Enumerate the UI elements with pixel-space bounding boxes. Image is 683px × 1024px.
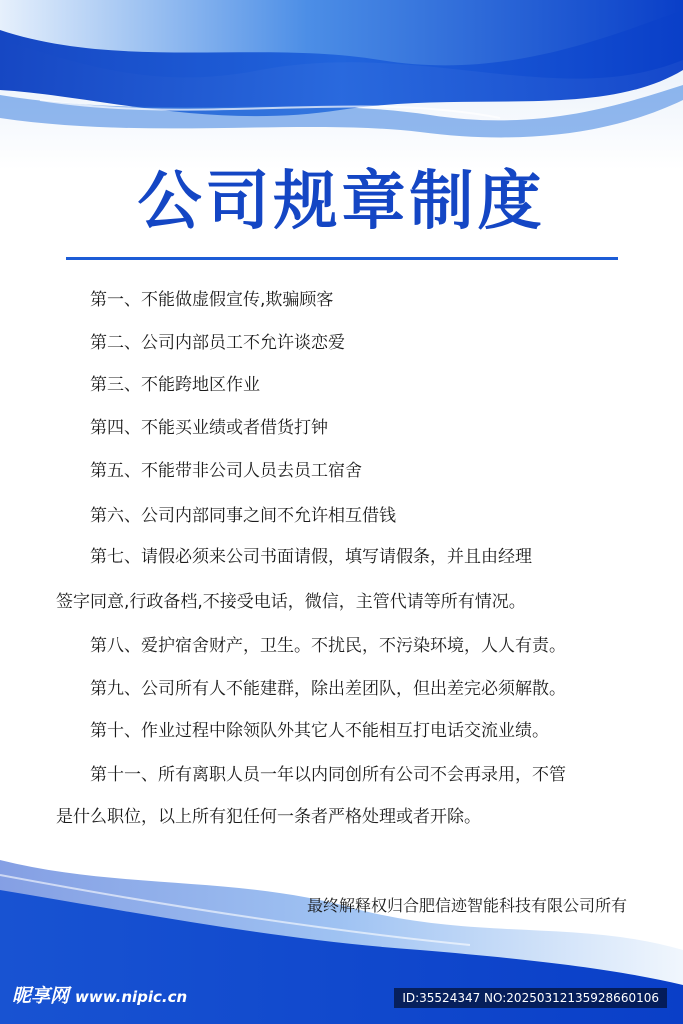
rule-9-line-1: 第九、公司所有人不能建群，除出差团队，但出差完必须解散。 — [90, 679, 566, 699]
rule-5-line-1: 第五、不能带非公司人员去员工宿舍 — [90, 461, 362, 481]
page-title: 公司规章制度 — [137, 165, 546, 239]
rule-8-line-1: 第八、爱护宿舍财产，卫生。不扰民，不污染环境，人人有责。 — [90, 636, 566, 656]
rule-7-line-2: 签字同意,行政备档,不接受电话，微信，主管代请等所有情况。 — [56, 592, 526, 612]
watermark-id: ID:35524347 NO:20250312135928660106 — [394, 988, 667, 1008]
rule-6-line-1: 第六、公司内部同事之间不允许相互借钱 — [90, 506, 396, 526]
footer-statement: 最终解释权归合肥信迹智能科技有限公司所有 — [306, 896, 627, 915]
rule-4-line-1: 第四、不能买业绩或者借货打钟 — [90, 418, 328, 438]
watermark-brand-name: 昵享网 — [12, 985, 70, 1007]
title-underline — [66, 257, 618, 260]
rule-7-line-1: 第七、请假必须来公司书面请假，填写请假条，并且由经理 — [90, 547, 532, 567]
rule-3-line-1: 第三、不能跨地区作业 — [90, 375, 260, 395]
rule-1-line-1: 第一、不能做虚假宣传,欺骗顾客 — [90, 290, 334, 310]
rule-11-line-2: 是什么职位，以上所有犯任何一条者严格处理或者开除。 — [56, 807, 481, 827]
rule-10-line-1: 第十、作业过程中除领队外其它人不能相互打电话交流业绩。 — [90, 721, 549, 741]
top-wave-decoration — [0, 0, 683, 170]
watermark-url: www.nipic.cn — [75, 988, 188, 1006]
rule-2-line-1: 第二、公司内部员工不允许谈恋爱 — [90, 333, 345, 353]
rule-11-line-1: 第十一、所有离职人员一年以内同创所有公司不会再录用，不管 — [90, 765, 566, 785]
watermark-brand — [12, 984, 187, 1009]
